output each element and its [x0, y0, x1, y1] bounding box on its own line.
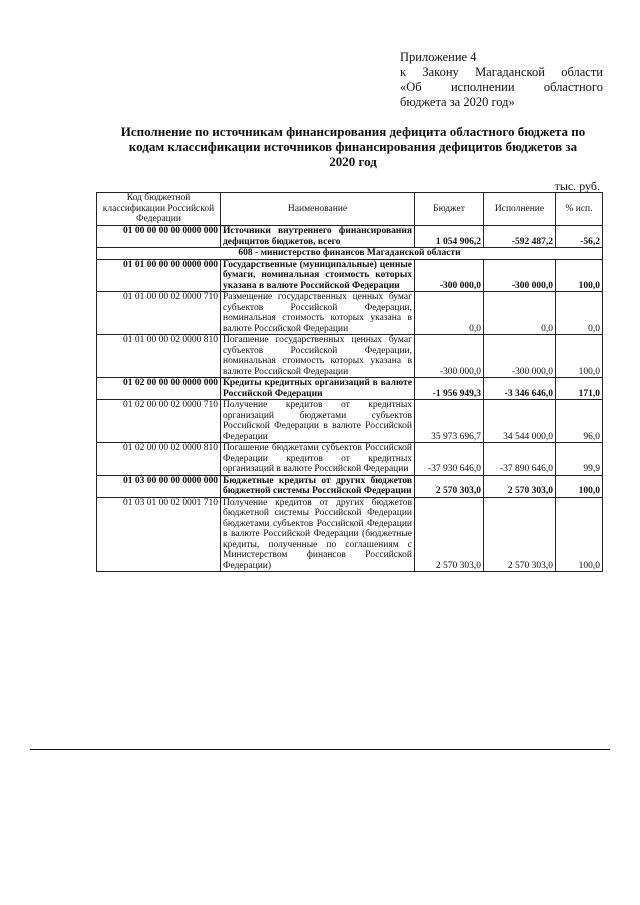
row-name: Источники внутреннего финансирования дефицитов бюджетов, всего: [221, 226, 415, 248]
row-budget: 1 054 906,2: [415, 226, 484, 248]
row-budget: 2 570 303,0: [415, 475, 484, 497]
row-code: 01 02 00 00 00 0000 000: [97, 378, 221, 400]
table-row: [97, 475, 603, 497]
row-code: 01 00 00 00 00 0000 000: [97, 226, 221, 248]
appendix-block: [400, 50, 603, 110]
row-percent: -56,2: [556, 226, 603, 248]
row-execution: 2 570 303,0: [484, 475, 556, 497]
row-code: 01 01 00 00 00 0000 000: [97, 259, 221, 292]
row-budget: -1 956 949,3: [415, 378, 484, 400]
header-name: Наименование: [221, 193, 415, 226]
row-code: 01 02 00 00 02 0000 710: [97, 400, 221, 443]
table-row-total: [97, 226, 603, 248]
appendix-line-2: к Закону Магаданской области: [400, 65, 603, 79]
row-code: 01 03 00 00 00 0000 000: [97, 475, 221, 497]
row-budget: -300 000,0: [415, 259, 484, 292]
row-execution: -300 000,0: [484, 259, 556, 292]
row-name: Получение кредитов от других бюджетов бюджетной системы Российской Федерации бюджетами субъектов Российской Федерации в валюте Российской Федерации (бюджетные кредиты, полученные по соглашениям с Министерством финансов Российской Федерации): [221, 497, 415, 572]
section-label: 608 - министерство финансов Магаданской области: [97, 248, 603, 260]
table-header-row: [97, 193, 603, 226]
row-percent: 96,0: [556, 400, 603, 443]
row-code: 01 02 00 00 02 0000 810: [97, 443, 221, 476]
row-percent: 99,9: [556, 443, 603, 476]
table-row: [97, 443, 603, 476]
row-budget: -300 000,0: [415, 335, 484, 378]
table-row: [97, 497, 603, 572]
row-budget: 0,0: [415, 292, 484, 335]
table-row: [97, 400, 603, 443]
row-name: Погашение государственных ценных бумаг субъектов Российской Федерации, номинальная стоимость которых указана в валюте Российской Федерации: [221, 335, 415, 378]
header-code: Код бюджетной классификации Российской Федерации: [97, 193, 221, 226]
table-section-row: [97, 248, 603, 260]
row-execution: 2 570 303,0: [484, 497, 556, 572]
row-budget: 35 973 696,7: [415, 400, 484, 443]
page-divider-line: [30, 749, 610, 750]
row-execution: -3 346 646,0: [484, 378, 556, 400]
row-budget: -37 930 646,0: [415, 443, 484, 476]
appendix-line-4: бюджета за 2020 год»: [400, 95, 515, 109]
row-execution: -592 487,2: [484, 226, 556, 248]
header-budget: Бюджет: [415, 193, 484, 226]
row-execution: -300 000,0: [484, 335, 556, 378]
row-percent: 0,0: [556, 292, 603, 335]
row-percent: 100,0: [556, 475, 603, 497]
appendix-line-3: «Об исполнении областного: [400, 80, 603, 94]
row-name: Погашение бюджетами субъектов Российской Федерации кредитов от кредитных организаций в валюте Российской Федерации: [221, 443, 415, 476]
appendix-line-1: Приложение 4: [400, 50, 477, 64]
row-name: Получение кредитов от кредитных организаций бюджетами субъектов Российской Федерации в валюте Российской Федерации: [221, 400, 415, 443]
row-execution: 34 544 000,0: [484, 400, 556, 443]
row-name: Бюджетные кредиты от других бюджетов бюджетной системы Российской Федерации: [221, 475, 415, 497]
document-title: Исполнение по источникам финансирования дефицита областного бюджета по кодам классификации источников финансирования дефицитов бюджетов за 2020 год: [120, 124, 586, 169]
row-code: 01 03 01 00 02 0001 710: [97, 497, 221, 572]
table-row: [97, 259, 603, 292]
sources-table: [96, 192, 603, 572]
row-percent: 171,0: [556, 378, 603, 400]
row-percent: 100,0: [556, 259, 603, 292]
row-code: 01 01 00 00 02 0000 710: [97, 292, 221, 335]
row-execution: 0,0: [484, 292, 556, 335]
table-row: [97, 378, 603, 400]
header-execution: Исполнение: [484, 193, 556, 226]
header-percent: % исп.: [556, 193, 603, 226]
table-row: [97, 292, 603, 335]
row-name: Кредиты кредитных организаций в валюте Российской Федерации: [221, 378, 415, 400]
row-code: 01 01 00 00 02 0000 810: [97, 335, 221, 378]
row-percent: 100,0: [556, 335, 603, 378]
row-execution: -37 890 646,0: [484, 443, 556, 476]
units-label: тыс. руб.: [554, 179, 600, 193]
row-name: Государственные (муниципальные) ценные бумаги, номинальная стоимость которых указана в валюте Российской Федерации: [221, 259, 415, 292]
row-budget: 2 570 303,0: [415, 497, 484, 572]
table-row: [97, 335, 603, 378]
row-name: Размещение государственных ценных бумаг субъектов Российской Федерации, номинальная стоимость которых указана в валюте Российской Федерации: [221, 292, 415, 335]
row-percent: 100,0: [556, 497, 603, 572]
